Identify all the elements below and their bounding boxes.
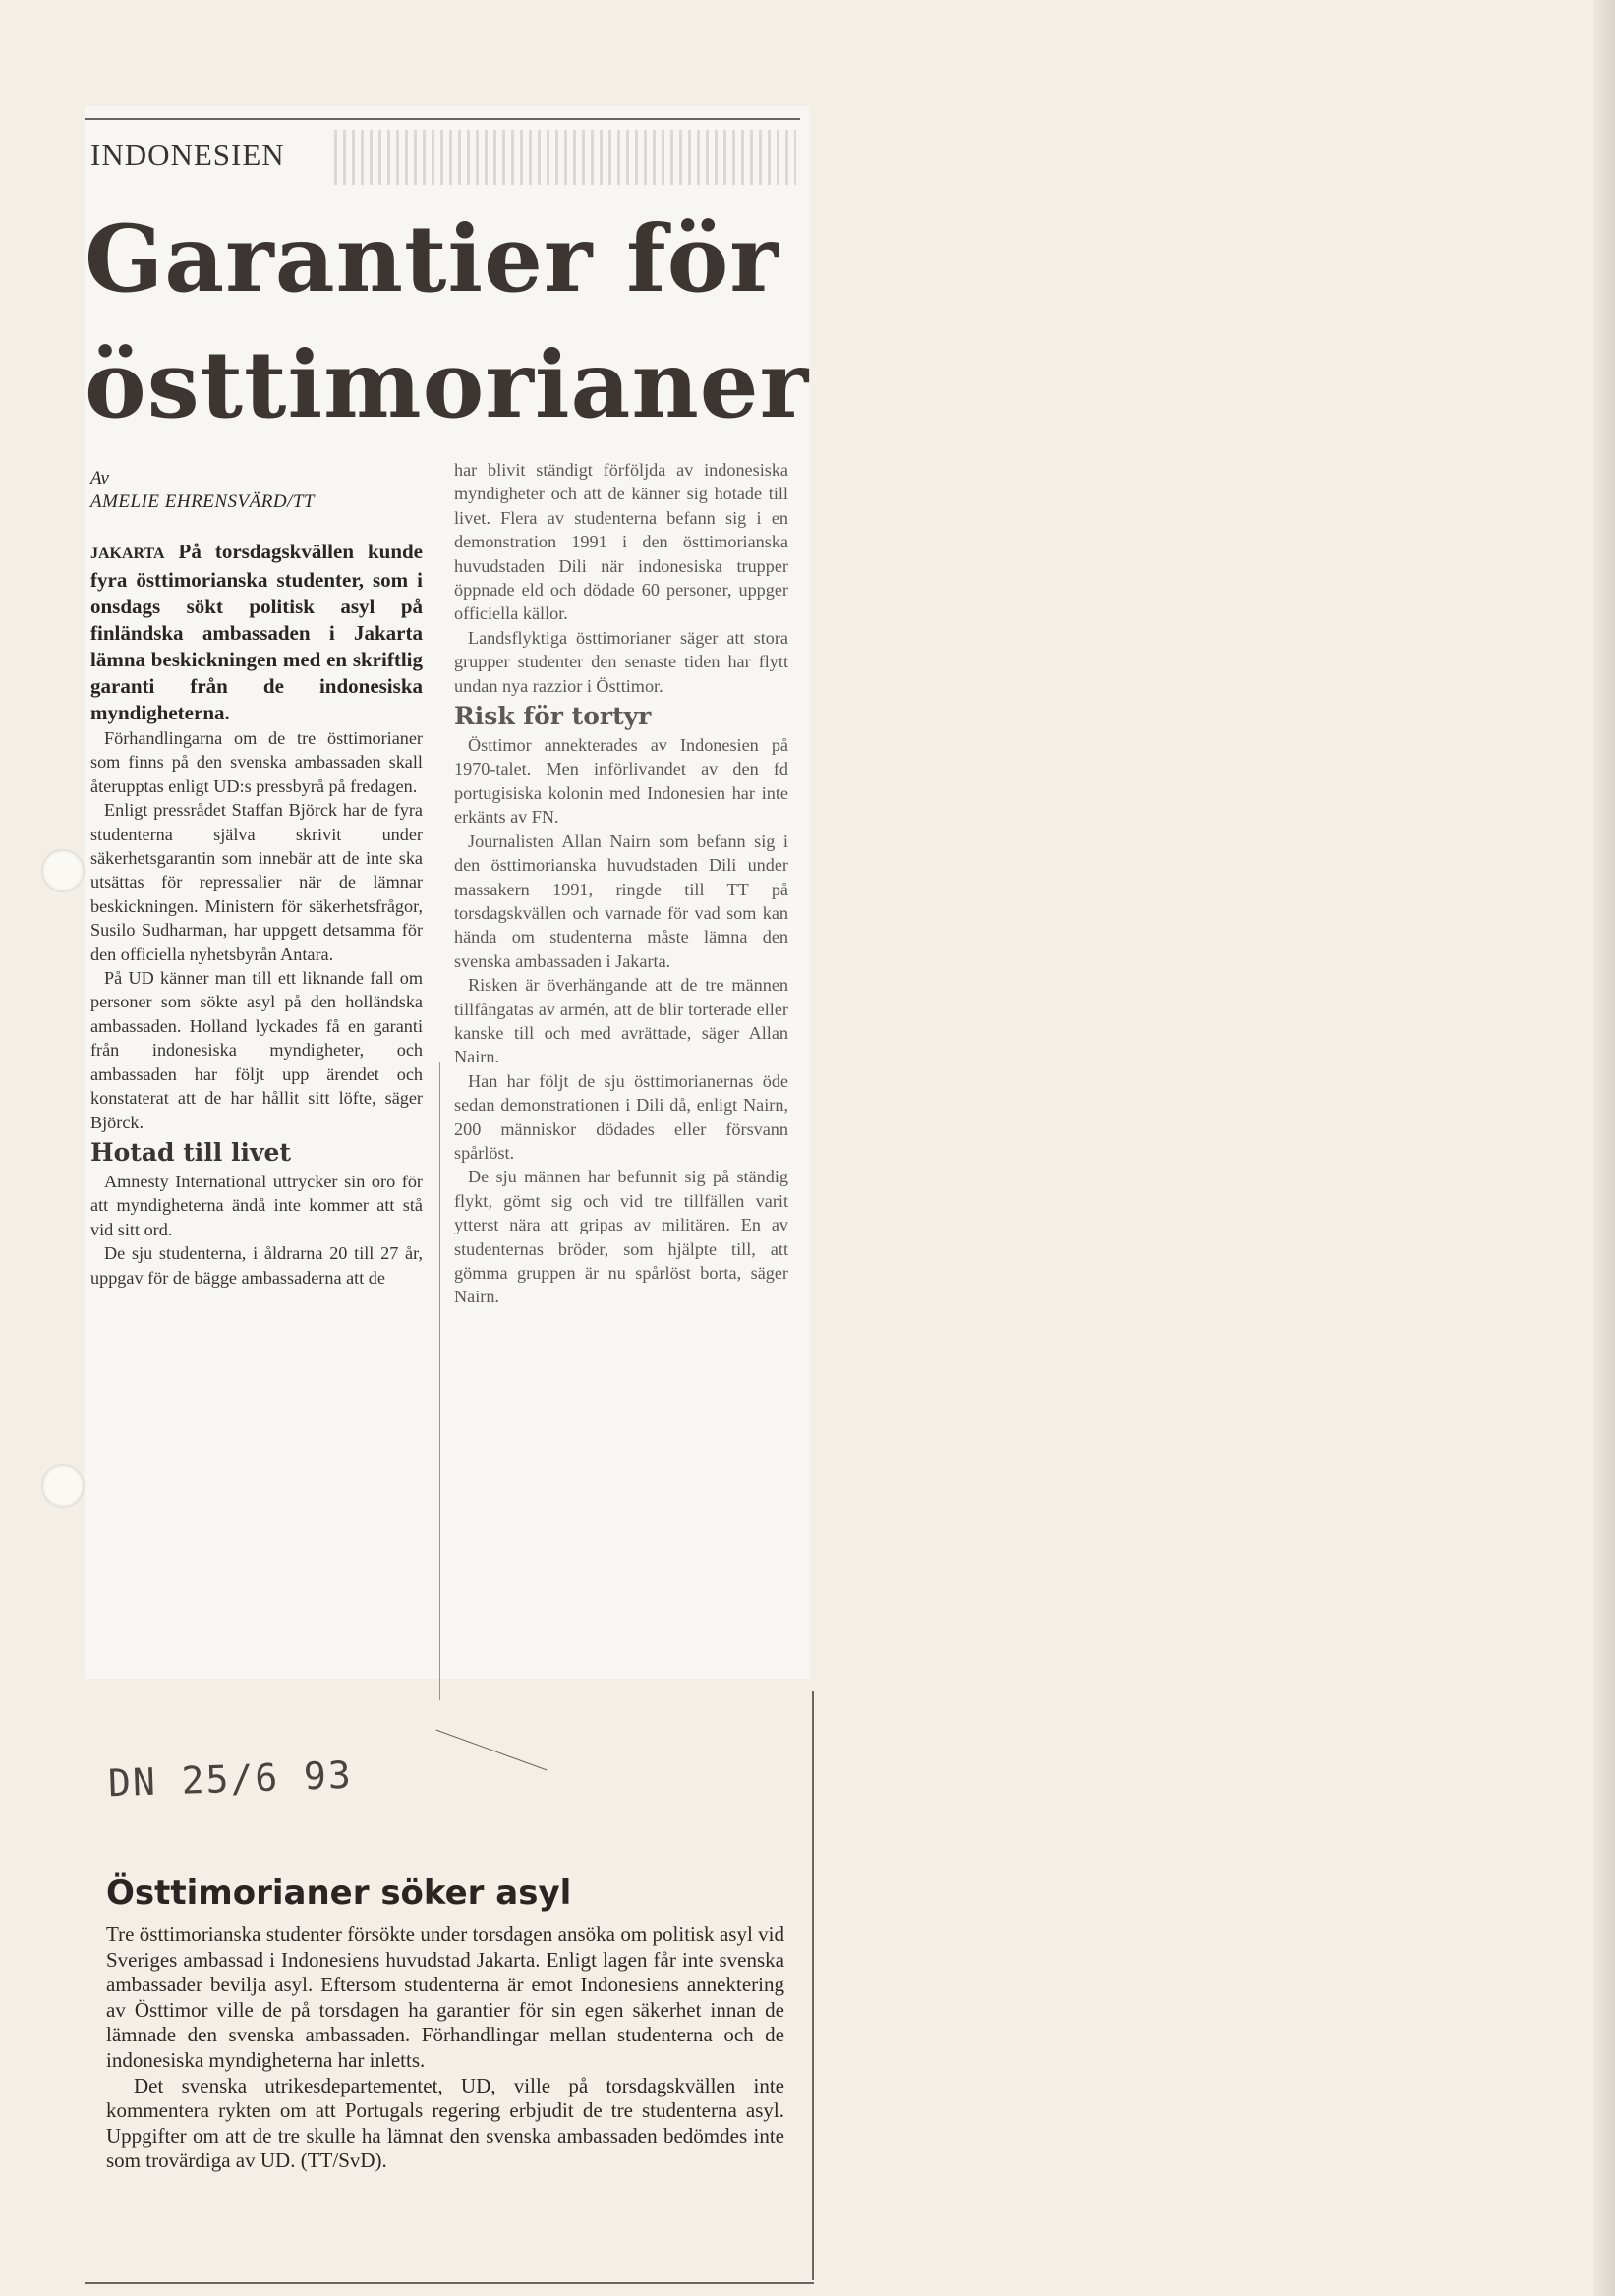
subhead-risk-for-tortyr: Risk för tortyr <box>454 702 652 731</box>
print-bleed-noise <box>334 130 796 185</box>
body-paragraph: Journalisten Allan Nairn som befann sig i den östtimorianska huvudstaden Dili under massakern 1991, ringde till TT på torsdagskvällen och varnade för vad som kan hända om studenterna måste lämna den svenska ambassaden i Jakarta. <box>454 831 788 971</box>
body-paragraph: Amnesty International uttrycker sin oro för att myndigheterna ändå inte kommer att stå vid sitt ord. <box>90 1171 423 1239</box>
punch-hole-top <box>41 849 85 892</box>
byline: AMELIE EHRENSVÄRD/TT <box>90 491 315 512</box>
body-paragraph: Landsflyktiga östtimorianer säger att stora grupper studenter den senaste tiden har flytt undan nya razzior i Östtimor. <box>454 627 788 696</box>
pen-stroke <box>435 1730 547 1771</box>
page-edge <box>1593 0 1615 2296</box>
body-paragraph: har blivit ständigt förföljda av indonesiska myndigheter och att de känner sig hotade till livet. Flera av studenterna befann sig i en demonstration 1991 i den östtimorianska huvudstaden Dili när indonesiska trupper öppnade eld och dödade 60 personer, uppger officiella källor. <box>454 460 788 624</box>
headline-line-2: östtimorianer <box>85 331 810 439</box>
byline-prefix: Av <box>90 468 109 488</box>
column-divider <box>439 1062 440 1700</box>
punch-hole-bottom <box>41 1464 85 1508</box>
brief-paragraph: Det svenska utrikesdepartementet, UD, ville på torsdagskvällen inte kommentera rykten om att Portugals regering erbjudit de tre studenterna asyl. Uppgifter om att de tre skulle ha lämnat den svenska ambassaden bedömdes inte som trovärdiga av UD. (TT/SvD). <box>106 2073 784 2173</box>
article-left-column <box>90 539 423 1290</box>
subhead-hotad-till-livet: Hotad till livet <box>90 1137 291 1167</box>
headline-line-1: Garantier för <box>85 205 779 314</box>
body-paragraph: Enligt pressrådet Staffan Björck har de fyra studenterna själva skrivit under säkerhetsgarantin som innebär att de inte ska utsättas för repressalier när de lämnar beskickningen. Ministern för säkerhetsfrågor, Susilo Sudharman, har uppgett detsamma för den officiella nyhetsbyrån Antara. <box>90 800 423 964</box>
brief-headline: Östtimorianer söker asyl <box>106 1873 572 1913</box>
article-right-column <box>454 458 788 1309</box>
brief-box-rule-bottom <box>85 2282 814 2284</box>
body-paragraph: Risken är överhängande att de tre männen tillfångatas av armén, att de blir torterade eller kanske till och med avrättade, säger Allan Nairn. <box>454 975 788 1067</box>
section-kicker: INDONESIEN <box>90 138 285 172</box>
body-paragraph: Östtimor annekterades av Indonesien på 1970-talet. Men införlivandet av den fd portugisiska kolonin med Indonesien har inte erkänts av FN. <box>454 735 788 828</box>
brief-box-rule-right <box>812 1691 814 2280</box>
dateline: JAKARTA <box>90 545 165 562</box>
body-paragraph: De sju studenterna, i åldrarna 20 till 27 år, uppgav för de bägge ambassaderna att de <box>90 1243 423 1288</box>
brief-paragraph: Tre östtimorianska studenter försökte under torsdagen ansöka om politisk asyl vid Sveriges ambassad i Indonesiens huvudstad Jakarta. Enligt lagen får inte svenska ambassader bevilja asyl. Eftersom studenterna är emot Indonesiens annektering av Östtimor ville de på torsdagen ha garantier för sin egen säkerhet innan de lämnade den svenska ambassaden. Förhandlingar mellan studenterna och de indonesiska myndigheterna har inletts. <box>106 1923 784 2072</box>
body-paragraph: På UD känner man till ett liknande fall om personer som sökte asyl på den holländska ambassaden. Holland lyckades få en garanti från indonesiska myndigheter, och ambassaden har följt upp ärendet och konstaterat att de har hållit sitt löfte, säger Björck. <box>90 968 423 1132</box>
brief-article <box>106 1923 784 2174</box>
handwritten-source-note: DN 25/6 93 <box>107 1752 354 1806</box>
body-paragraph: Förhandlingarna om de tre östtimorianer som finns på den svenska ambassaden skall återupptas enligt UD:s pressbyrå på fredagen. <box>90 728 423 796</box>
lead-text: På torsdagskvällen kunde fyra östtimorianska studenter, som i onsdags sökt politisk asyl på finländska ambassaden i Jakarta lämna beskickningen med en skriftlig garanti från de indonesiska myndigheterna. <box>90 540 423 724</box>
headline <box>85 197 812 448</box>
body-paragraph: Han har följt de sju östtimorianernas öde sedan demonstrationen i Dili då, enligt Nairn, 200 människor dödades eller försvann spårlöst. <box>454 1070 788 1163</box>
body-paragraph: De sju männen har befunnit sig på ständig flykt, gömt sig och vid tre tillfällen varit ytterst nära att gripas av militären. En av studenternas bröder, som hjälpte till, att gömma gruppen är nu spårlöst borta, säger Nairn. <box>454 1167 788 1307</box>
lead-paragraph <box>90 539 423 726</box>
